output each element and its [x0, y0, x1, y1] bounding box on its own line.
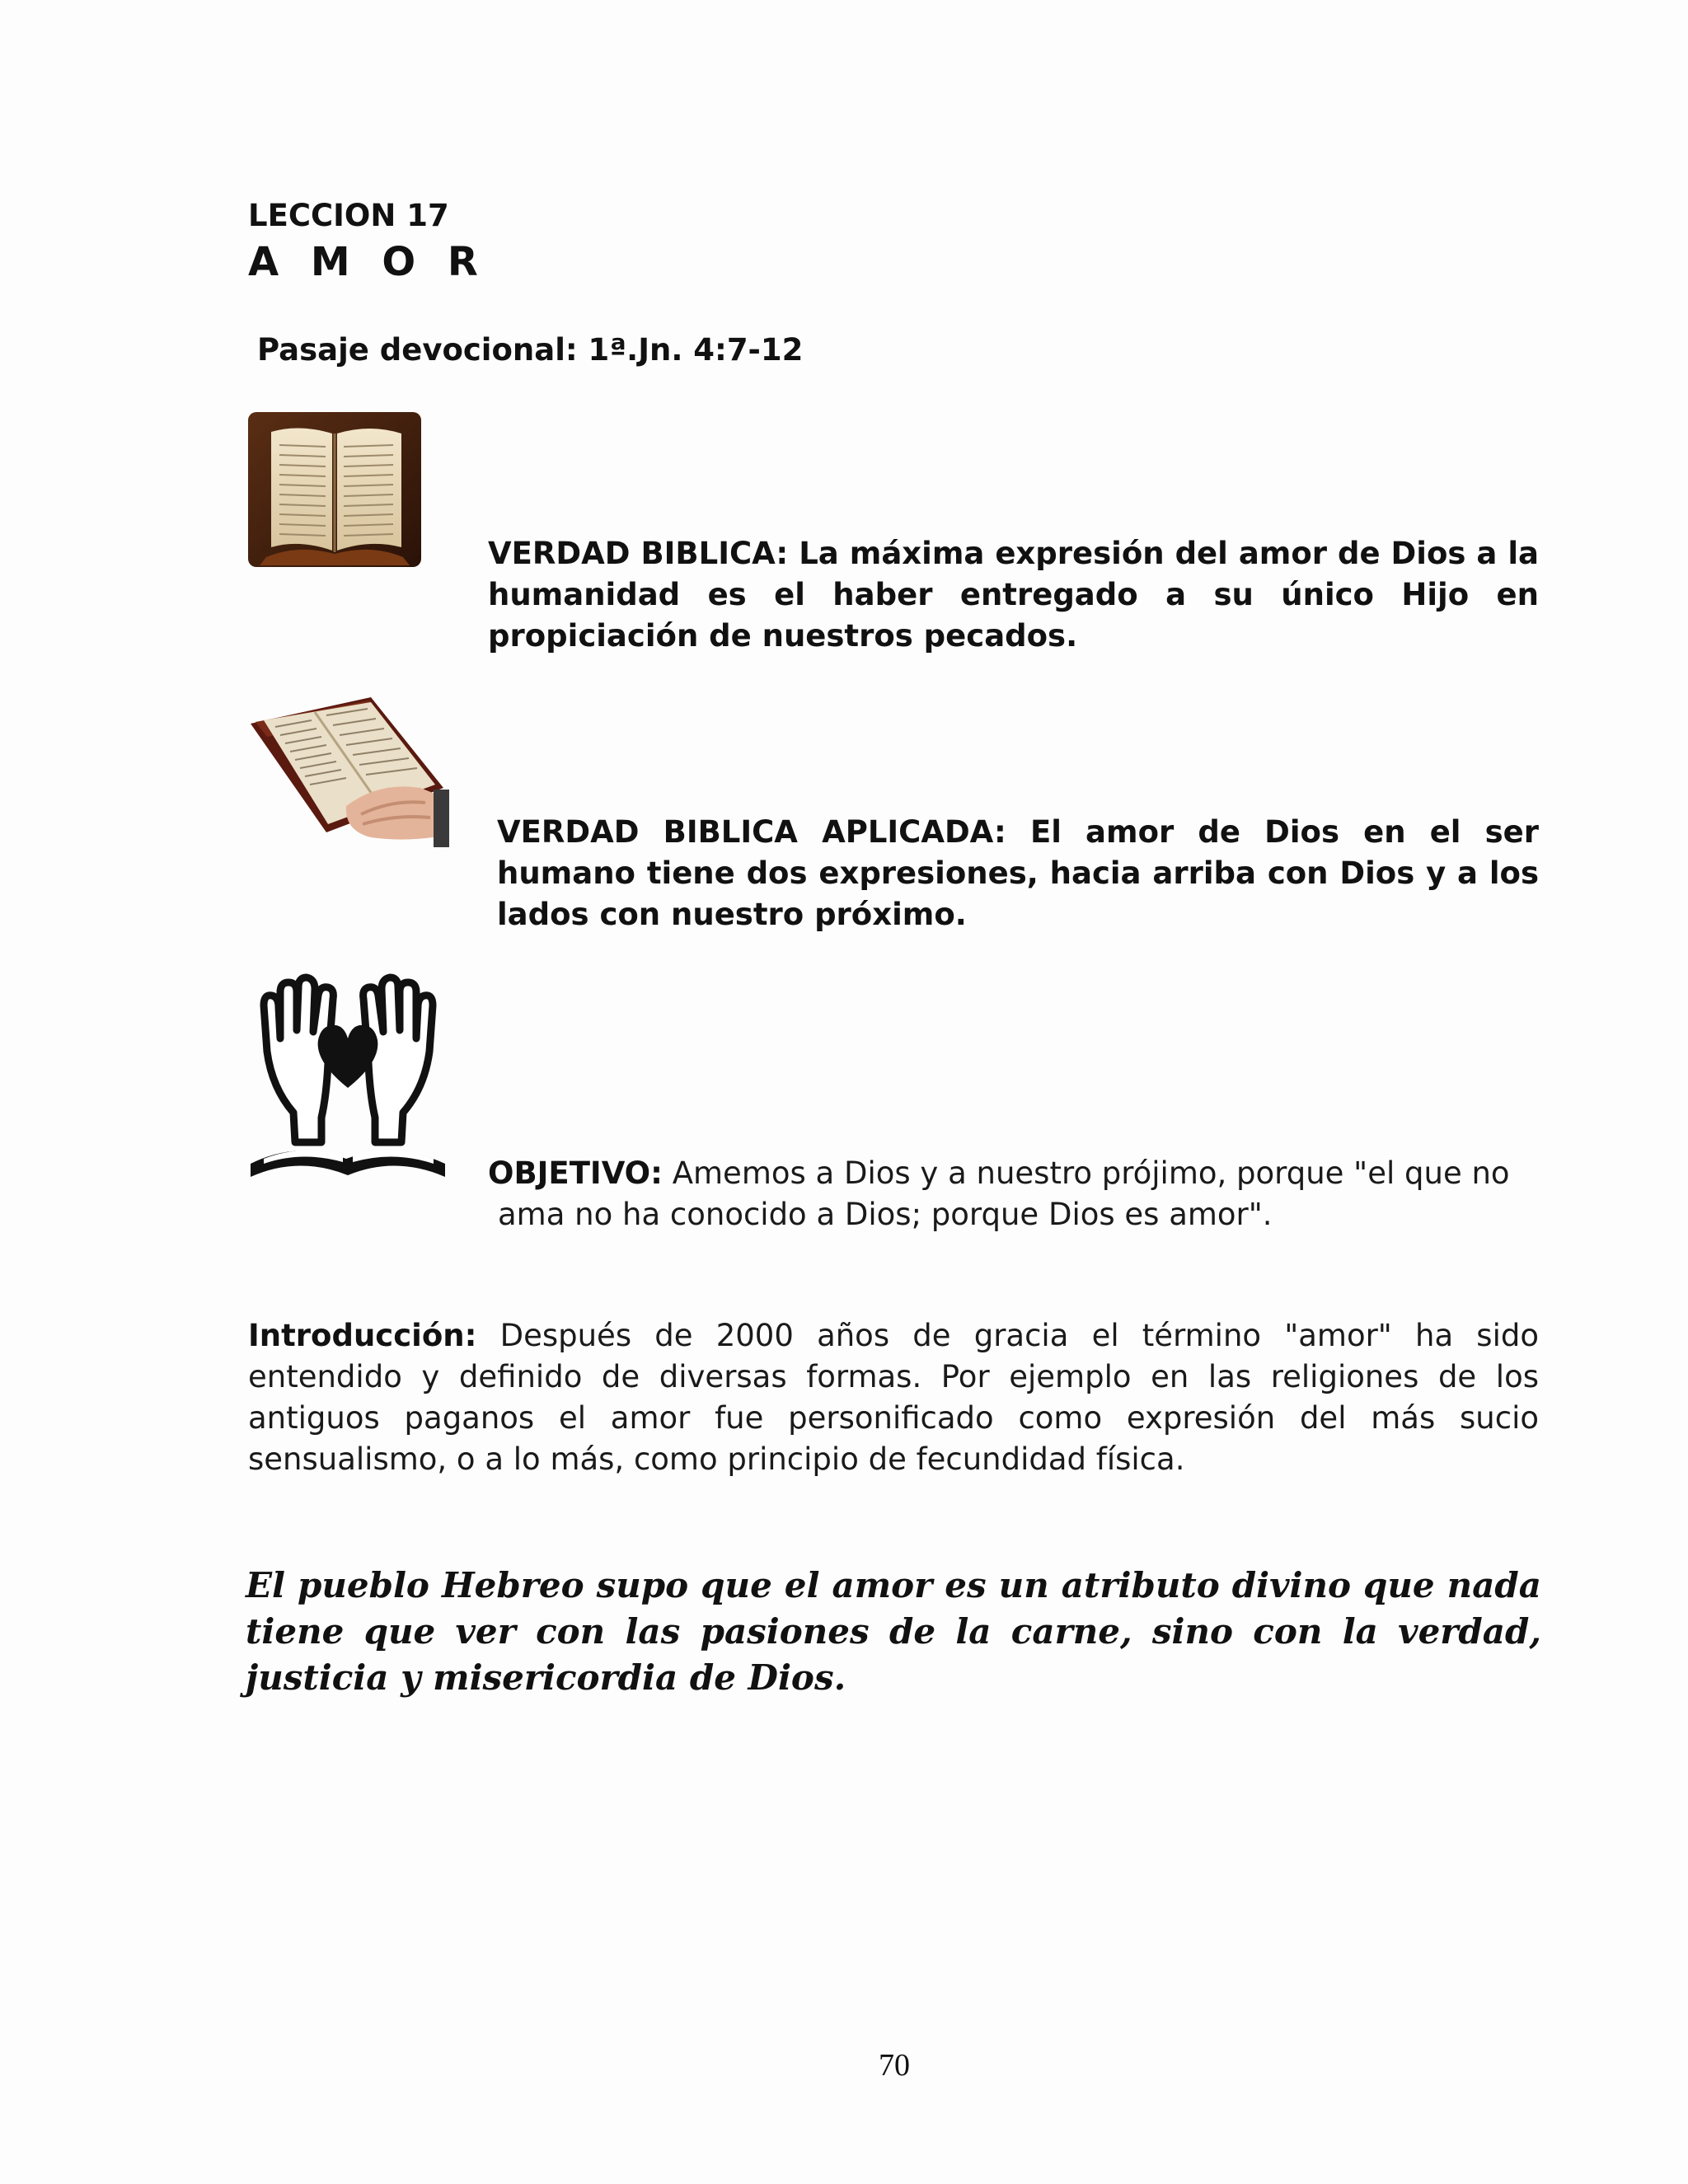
page-number: 70 — [879, 2048, 910, 2083]
open-bible-photo — [248, 412, 421, 567]
verdad-biblica-heading: VERDAD BIBLICA: — [488, 536, 789, 571]
objetivo — [488, 1153, 1539, 1235]
verdad-aplicada-text: El amor de Dios en el ser humano tiene dos expresiones, hacia arriba con Dios y a los lados con nuestro próximo. — [497, 814, 1539, 932]
hand-reading-bible-photo — [247, 691, 449, 847]
verdad-biblica — [488, 533, 1539, 657]
lesson-title: A M O R — [248, 239, 487, 285]
objetivo-heading: OBJETIVO: — [488, 1155, 663, 1191]
devotional-passage: Pasaje devocional: 1ª.Jn. 4:7-12 — [257, 332, 804, 368]
introduccion — [248, 1315, 1539, 1480]
lesson-label: LECCION 17 — [248, 198, 449, 233]
verdad-aplicada-heading: VERDAD BIBLICA APLICADA: — [497, 814, 1006, 850]
hebrew-quote: El pueblo Hebreo supo que el amor es un atributo divino que nada tiene que ver con las pasiones de la carne, sino con la verdad, justicia y misericordia de Dios. — [246, 1565, 1541, 1698]
objetivo-line-1: Amemos a Dios y a nuestro prójimo, porque "el que no — [672, 1155, 1510, 1191]
objetivo-line-2: ama no ha conocido a Dios; porque Dios es amor". — [498, 1197, 1273, 1232]
introduccion-text: Después de 2000 años de gracia el término "amor" ha sido entendido y definido de diversas formas. Por ejemplo en las religiones de los antiguos paganos el amor fue personificado como expresión del más sucio sensualismo, o a lo más, como principio de fecundidad física. — [248, 1318, 1539, 1477]
hands-heart-book-icon — [247, 972, 449, 1183]
verdad-biblica-text: La máxima expresión del amor de Dios a la humanidad es el haber entregado a su único Hijo en propiciación de nuestros pecados. — [488, 536, 1539, 654]
introduccion-heading: Introducción: — [248, 1318, 477, 1353]
verdad-biblica-aplicada — [497, 812, 1539, 935]
